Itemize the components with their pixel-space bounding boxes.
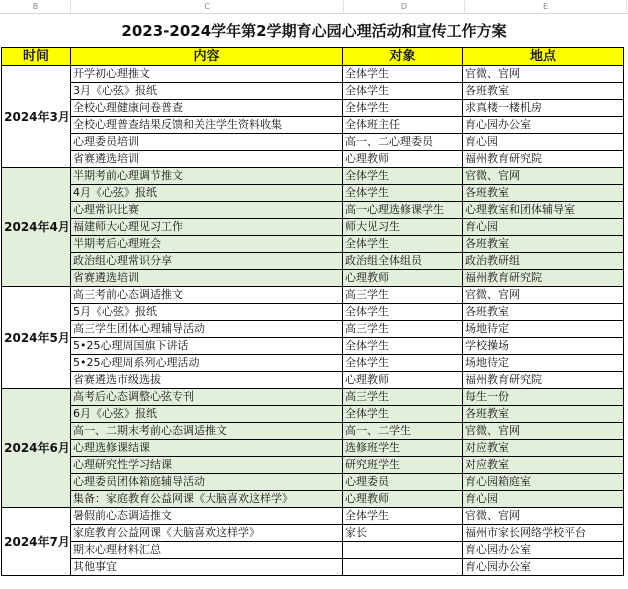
table-row <box>2 491 624 508</box>
content-cell[interactable]: 高三学生团体心理辅导活动 <box>71 321 343 338</box>
content-cell[interactable]: 4月《心弦》报纸 <box>71 185 343 202</box>
content-cell[interactable]: 5•25心理周国旗下讲话 <box>71 338 343 355</box>
month-cell[interactable]: 2024年5月 <box>2 287 71 389</box>
location-cell[interactable]: 各班教室 <box>463 406 624 423</box>
month-cell[interactable]: 2024年3月 <box>2 66 71 168</box>
content-cell[interactable]: 6月《心弦》报纸 <box>71 406 343 423</box>
table-row <box>2 202 624 219</box>
table-row <box>2 253 624 270</box>
table-row <box>2 372 624 389</box>
table-row <box>2 525 624 542</box>
content-cell[interactable]: 家庭教育公益网课《大脑喜欢这样学》 <box>71 525 343 542</box>
table-row <box>2 219 624 236</box>
content-cell[interactable]: 3月《心弦》报纸 <box>71 83 343 100</box>
table-row <box>2 134 624 151</box>
table-row <box>2 542 624 559</box>
content-cell[interactable]: 半期考前心理调节推文 <box>71 168 343 185</box>
table-row <box>2 83 624 100</box>
content-cell[interactable]: 心理委员团体箱庭辅导活动 <box>71 474 343 491</box>
content-cell[interactable]: 福建师大心理见习工作 <box>71 219 343 236</box>
table-row <box>2 321 624 338</box>
table-row <box>2 236 624 253</box>
content-cell[interactable]: 心理选修课结课 <box>71 440 343 457</box>
audience-cell[interactable]: 研究班学生 <box>343 457 463 474</box>
table-row <box>2 100 624 117</box>
location-cell[interactable]: 对应教室 <box>463 457 624 474</box>
table-row <box>2 168 624 185</box>
table-row <box>2 355 624 372</box>
column-header-bar <box>0 0 628 14</box>
content-cell[interactable]: 全校心理健康问卷普查 <box>71 100 343 117</box>
column-letter-b[interactable]: B <box>1 0 71 13</box>
content-cell[interactable]: 高三考前心态调适推文 <box>71 287 343 304</box>
location-cell[interactable]: 官微、官网 <box>463 423 624 440</box>
location-cell[interactable]: 育心园办公室 <box>463 117 624 134</box>
content-cell[interactable]: 暑假前心态调适推文 <box>71 508 343 525</box>
header-row <box>2 48 624 66</box>
header-location[interactable]: 地点 <box>463 48 624 66</box>
table-row <box>2 440 624 457</box>
location-cell[interactable]: 场地待定 <box>463 355 624 372</box>
audience-cell[interactable]: 心理教师 <box>343 270 463 287</box>
audience-cell[interactable]: 师大见习生 <box>343 219 463 236</box>
content-cell[interactable]: 省赛遴选市级选拔 <box>71 372 343 389</box>
location-cell[interactable]: 各班教室 <box>463 236 624 253</box>
location-cell[interactable]: 各班教室 <box>463 83 624 100</box>
location-cell[interactable]: 官微、官网 <box>463 508 624 525</box>
location-cell[interactable]: 各班教室 <box>463 304 624 321</box>
audience-cell[interactable]: 全体学生 <box>343 236 463 253</box>
table-row <box>2 270 624 287</box>
content-cell[interactable]: 心理委员培训 <box>71 134 343 151</box>
location-cell[interactable]: 福州教育研究院 <box>463 270 624 287</box>
column-letter-d[interactable]: D <box>344 0 465 13</box>
audience-cell[interactable]: 全体学生 <box>343 406 463 423</box>
table-row <box>2 117 624 134</box>
month-cell[interactable]: 2024年6月 <box>2 389 71 508</box>
audience-cell[interactable]: 选修班学生 <box>343 440 463 457</box>
location-cell[interactable]: 求真楼一楼机房 <box>463 100 624 117</box>
location-cell[interactable]: 育心园办公室 <box>463 559 624 576</box>
audience-cell[interactable]: 高一心理选修课学生 <box>343 202 463 219</box>
audience-cell[interactable]: 心理教师 <box>343 151 463 168</box>
audience-cell[interactable]: 高三学生 <box>343 321 463 338</box>
month-cell[interactable]: 2024年7月 <box>2 508 71 576</box>
location-cell[interactable]: 育心园箱庭室 <box>463 474 624 491</box>
table-row <box>2 423 624 440</box>
table-row <box>2 304 624 321</box>
plan-table-body <box>2 66 624 576</box>
header-time[interactable]: 时间 <box>2 48 71 66</box>
table-row <box>2 66 624 83</box>
content-cell[interactable]: 省赛遴选培训 <box>71 151 343 168</box>
sheet-title[interactable]: 2023-2024学年第2学期育心园心理活动和宣传工作方案 <box>121 22 507 40</box>
content-cell[interactable]: 期末心理材料汇总 <box>71 542 343 559</box>
location-cell[interactable]: 场地待定 <box>463 321 624 338</box>
column-letter-c[interactable]: C <box>71 0 344 13</box>
audience-cell[interactable]: 高三学生 <box>343 389 463 406</box>
table-row <box>2 389 624 406</box>
content-cell[interactable]: 5月《心弦》报纸 <box>71 304 343 321</box>
audience-cell[interactable]: 全体学生 <box>343 338 463 355</box>
content-cell[interactable]: 全校心理普查结果反馈和关注学生资料收集 <box>71 117 343 134</box>
table-row <box>2 457 624 474</box>
content-cell[interactable]: 其他事宜 <box>71 559 343 576</box>
audience-cell[interactable]: 全体学生 <box>343 83 463 100</box>
table-row <box>2 338 624 355</box>
table-row <box>2 406 624 423</box>
table-row <box>2 151 624 168</box>
content-cell[interactable]: 心理常识比赛 <box>71 202 343 219</box>
audience-cell[interactable]: 全体学生 <box>343 168 463 185</box>
header-audience[interactable]: 对象 <box>343 48 463 66</box>
location-cell[interactable]: 育心园 <box>463 219 624 236</box>
content-cell[interactable]: 集备：家庭教育公益网课《大脑喜欢这样学》 <box>71 491 343 508</box>
plan-table <box>1 47 624 576</box>
content-cell[interactable]: 高考后心态调整心弦专刊 <box>71 389 343 406</box>
location-cell[interactable]: 对应教室 <box>463 440 624 457</box>
location-cell[interactable]: 育心园 <box>463 134 624 151</box>
audience-cell[interactable]: 心理教师 <box>343 491 463 508</box>
location-cell[interactable]: 官微、官网 <box>463 66 624 83</box>
location-cell[interactable]: 福州市家长网络学校平台 <box>463 525 624 542</box>
audience-cell[interactable]: 全体学生 <box>343 66 463 83</box>
audience-cell[interactable]: 政治组全体组员 <box>343 253 463 270</box>
location-cell[interactable]: 心理教室和团体辅导室 <box>463 202 624 219</box>
location-cell[interactable]: 福州教育研究院 <box>463 372 624 389</box>
location-cell[interactable]: 育心园办公室 <box>463 542 624 559</box>
location-cell[interactable]: 各班教室 <box>463 185 624 202</box>
audience-cell[interactable]: 全体学生 <box>343 508 463 525</box>
location-cell[interactable]: 每生一份 <box>463 389 624 406</box>
audience-cell[interactable]: 家长 <box>343 525 463 542</box>
audience-cell[interactable]: 全体学生 <box>343 185 463 202</box>
location-cell[interactable]: 学校操场 <box>463 338 624 355</box>
audience-cell[interactable]: 全体学生 <box>343 100 463 117</box>
audience-cell[interactable] <box>343 559 463 576</box>
audience-cell[interactable]: 心理委员 <box>343 474 463 491</box>
location-cell[interactable]: 官微、官网 <box>463 287 624 304</box>
content-cell[interactable]: 省赛遴选培训 <box>71 270 343 287</box>
audience-cell[interactable]: 心理教师 <box>343 372 463 389</box>
table-row <box>2 508 624 525</box>
content-cell[interactable]: 心理研究性学习结课 <box>71 457 343 474</box>
content-cell[interactable]: 政治组心理常识分享 <box>71 253 343 270</box>
audience-cell[interactable] <box>343 542 463 559</box>
table-row <box>2 559 624 576</box>
content-cell[interactable]: 5•25心理周系列心理活动 <box>71 355 343 372</box>
location-cell[interactable]: 官微、官网 <box>463 168 624 185</box>
location-cell[interactable]: 育心园 <box>463 491 624 508</box>
content-cell[interactable]: 高一、二期末考前心态调适推文 <box>71 423 343 440</box>
content-cell[interactable]: 开学初心理推文 <box>71 66 343 83</box>
month-cell[interactable]: 2024年4月 <box>2 168 71 287</box>
table-row <box>2 287 624 304</box>
column-letter-e[interactable]: E <box>465 0 627 13</box>
location-cell[interactable]: 政治教研组 <box>463 253 624 270</box>
audience-cell[interactable]: 高三学生 <box>343 287 463 304</box>
table-row <box>2 185 624 202</box>
audience-cell[interactable]: 全体学生 <box>343 355 463 372</box>
audience-cell[interactable]: 高一、二心理委员 <box>343 134 463 151</box>
audience-cell[interactable]: 高一、二学生 <box>343 423 463 440</box>
audience-cell[interactable]: 全体学生 <box>343 304 463 321</box>
audience-cell[interactable]: 全体班主任 <box>343 117 463 134</box>
table-row <box>2 474 624 491</box>
header-content[interactable]: 内容 <box>71 48 343 66</box>
location-cell[interactable]: 福州教育研究院 <box>463 151 624 168</box>
content-cell[interactable]: 半期考后心理班会 <box>71 236 343 253</box>
